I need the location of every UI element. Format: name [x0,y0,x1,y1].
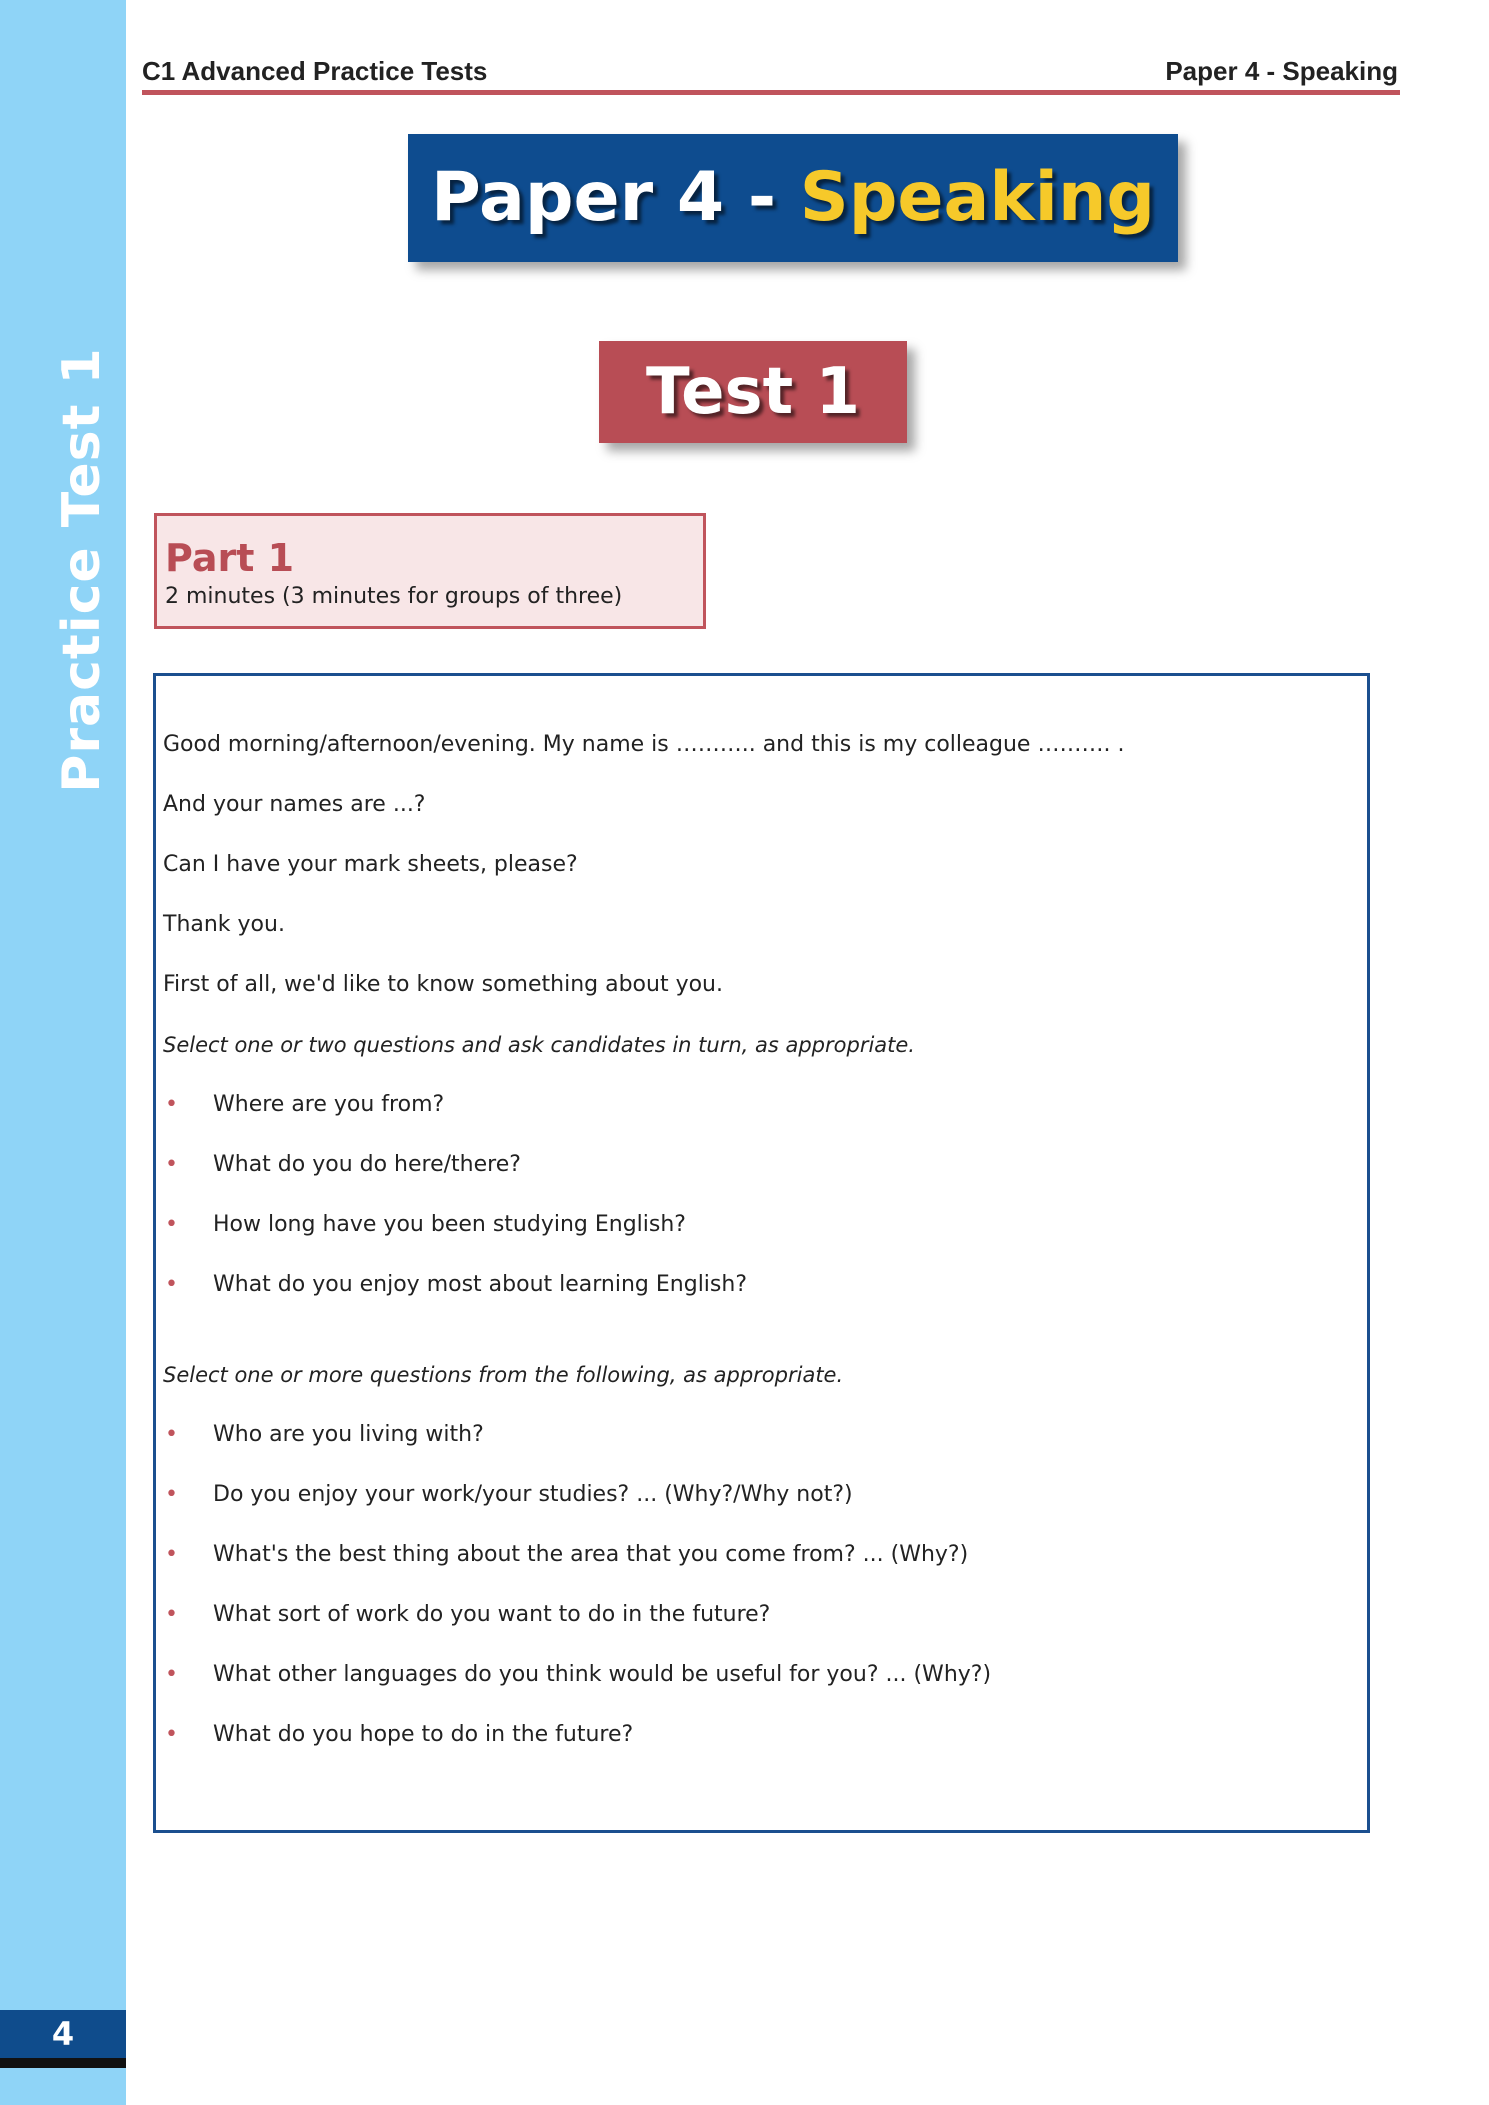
part-box [154,513,706,629]
bullet-icon: • [165,1092,178,1117]
test-banner: Test 1 [599,341,907,443]
page-number-box [0,2010,126,2068]
question-item: Do you enjoy your work/your studies? ... (Why?/Why not?) [213,1482,853,1507]
bullet-icon: • [165,1152,178,1177]
bullet-icon: • [165,1482,178,1507]
paper-title-main: Paper 4 - [430,158,800,237]
paper-title-highlight: Speaking [799,158,1156,237]
question-item: What do you enjoy most about learning English? [213,1272,747,1297]
question-item: What do you hope to do in the future? [213,1722,634,1747]
header-rule [142,90,1400,95]
question-item: What sort of work do you want to do in the future? [213,1602,771,1627]
bullet-icon: • [165,1722,178,1747]
page-number: 4 [51,2015,75,2053]
instruction-2: Select one or more questions from the following, as appropriate. [163,1363,844,1387]
part-subtitle: 2 minutes (3 minutes for groups of three) [165,584,623,609]
instruction-1: Select one or two questions and ask candidates in turn, as appropriate. [163,1033,915,1057]
bullet-icon: • [165,1662,178,1687]
running-header [142,56,1398,92]
bullet-icon: • [165,1422,178,1447]
intro-line: Can I have your mark sheets, please? [163,852,578,877]
question-item: What other languages do you think would be useful for you? ... (Why?) [213,1662,992,1687]
intro-line: First of all, we'd like to know something about you. [163,972,723,997]
intro-line: Thank you. [163,912,285,937]
question-item: Who are you living with? [213,1422,484,1447]
question-item: What do you do here/there? [213,1152,521,1177]
bullet-icon: • [165,1602,178,1627]
bullet-icon: • [165,1272,178,1297]
intro-line: And your names are ...? [163,792,426,817]
question-item: How long have you been studying English? [213,1212,686,1237]
header-section-title: Paper 4 - Speaking [1165,56,1398,86]
bullet-icon: • [165,1212,178,1237]
bullet-icon: • [165,1542,178,1567]
intro-line: Good morning/afternoon/evening. My name is ……….. and this is my colleague ………. . [163,732,1125,757]
sidebar [0,0,126,2105]
sidebar-label: Practice Test 1 [52,347,112,793]
paper-title-banner [408,134,1178,262]
question-item: What's the best thing about the area that you come from? ... (Why?) [213,1542,969,1567]
part-title: Part 1 [165,536,295,580]
header-book-title: C1 Advanced Practice Tests [142,56,488,86]
examiner-script-box [153,673,1370,1833]
question-item: Where are you from? [213,1092,445,1117]
